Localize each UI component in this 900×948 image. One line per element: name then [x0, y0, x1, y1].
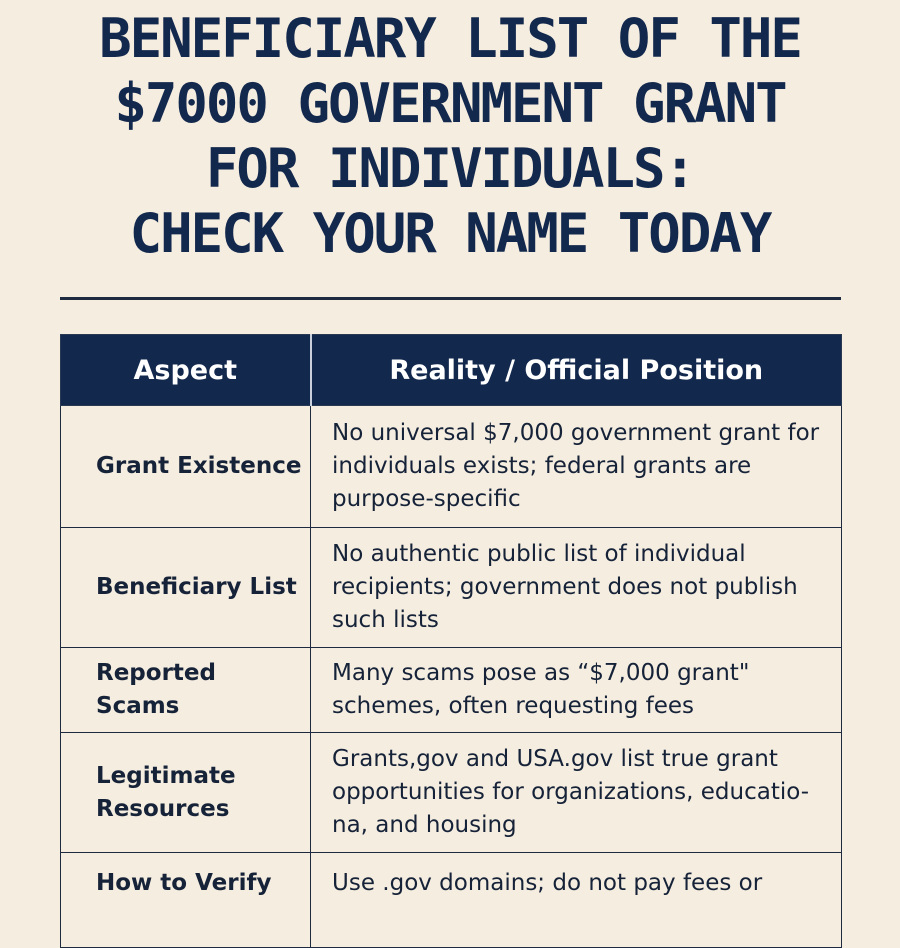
table-row: [61, 406, 842, 528]
reality-cell: Many scams pose as “$7,000 grant" schemes, often requesting fees: [311, 648, 842, 733]
title-line-2: $7000 GOVERNMENT GRANT: [114, 72, 786, 135]
page-title: [0, 6, 900, 266]
aspect-cell: Legitimate Resources: [61, 733, 311, 853]
aspect-cell: Reported Scams: [61, 648, 311, 733]
title-line-3: FOR INDIVIDUALS:: [205, 137, 695, 200]
header-reality: Reality / Official Position: [311, 335, 842, 406]
aspect-cell: Grant Existence: [61, 406, 311, 528]
aspect-cell: Beneficiary List: [61, 528, 311, 648]
table-row: [61, 528, 842, 648]
reality-cell: Grants,gov and USA.gov list true grant opportunities for organizations, educatio-na, and housing: [311, 733, 842, 853]
table-row: [61, 648, 842, 733]
table-row: [61, 853, 842, 948]
title-line-1: BENEFICIARY LIST OF THE: [99, 7, 801, 70]
reality-cell: No authentic public list of individual recipients; government does not publish such lists: [311, 528, 842, 648]
header-aspect: Aspect: [61, 335, 311, 406]
title-line-4: CHECK YOUR NAME TODAY: [129, 202, 771, 265]
title-divider: [60, 297, 841, 300]
table-row: [61, 733, 842, 853]
grant-facts-table: [60, 334, 842, 948]
table-header-row: [61, 335, 842, 406]
aspect-cell: How to Verify: [61, 853, 311, 948]
reality-cell: Use .gov domains; do not pay fees or: [311, 853, 842, 948]
reality-cell: No universal $7,000 government grant for individuals exists; federal grants are purpose-specific: [311, 406, 842, 528]
